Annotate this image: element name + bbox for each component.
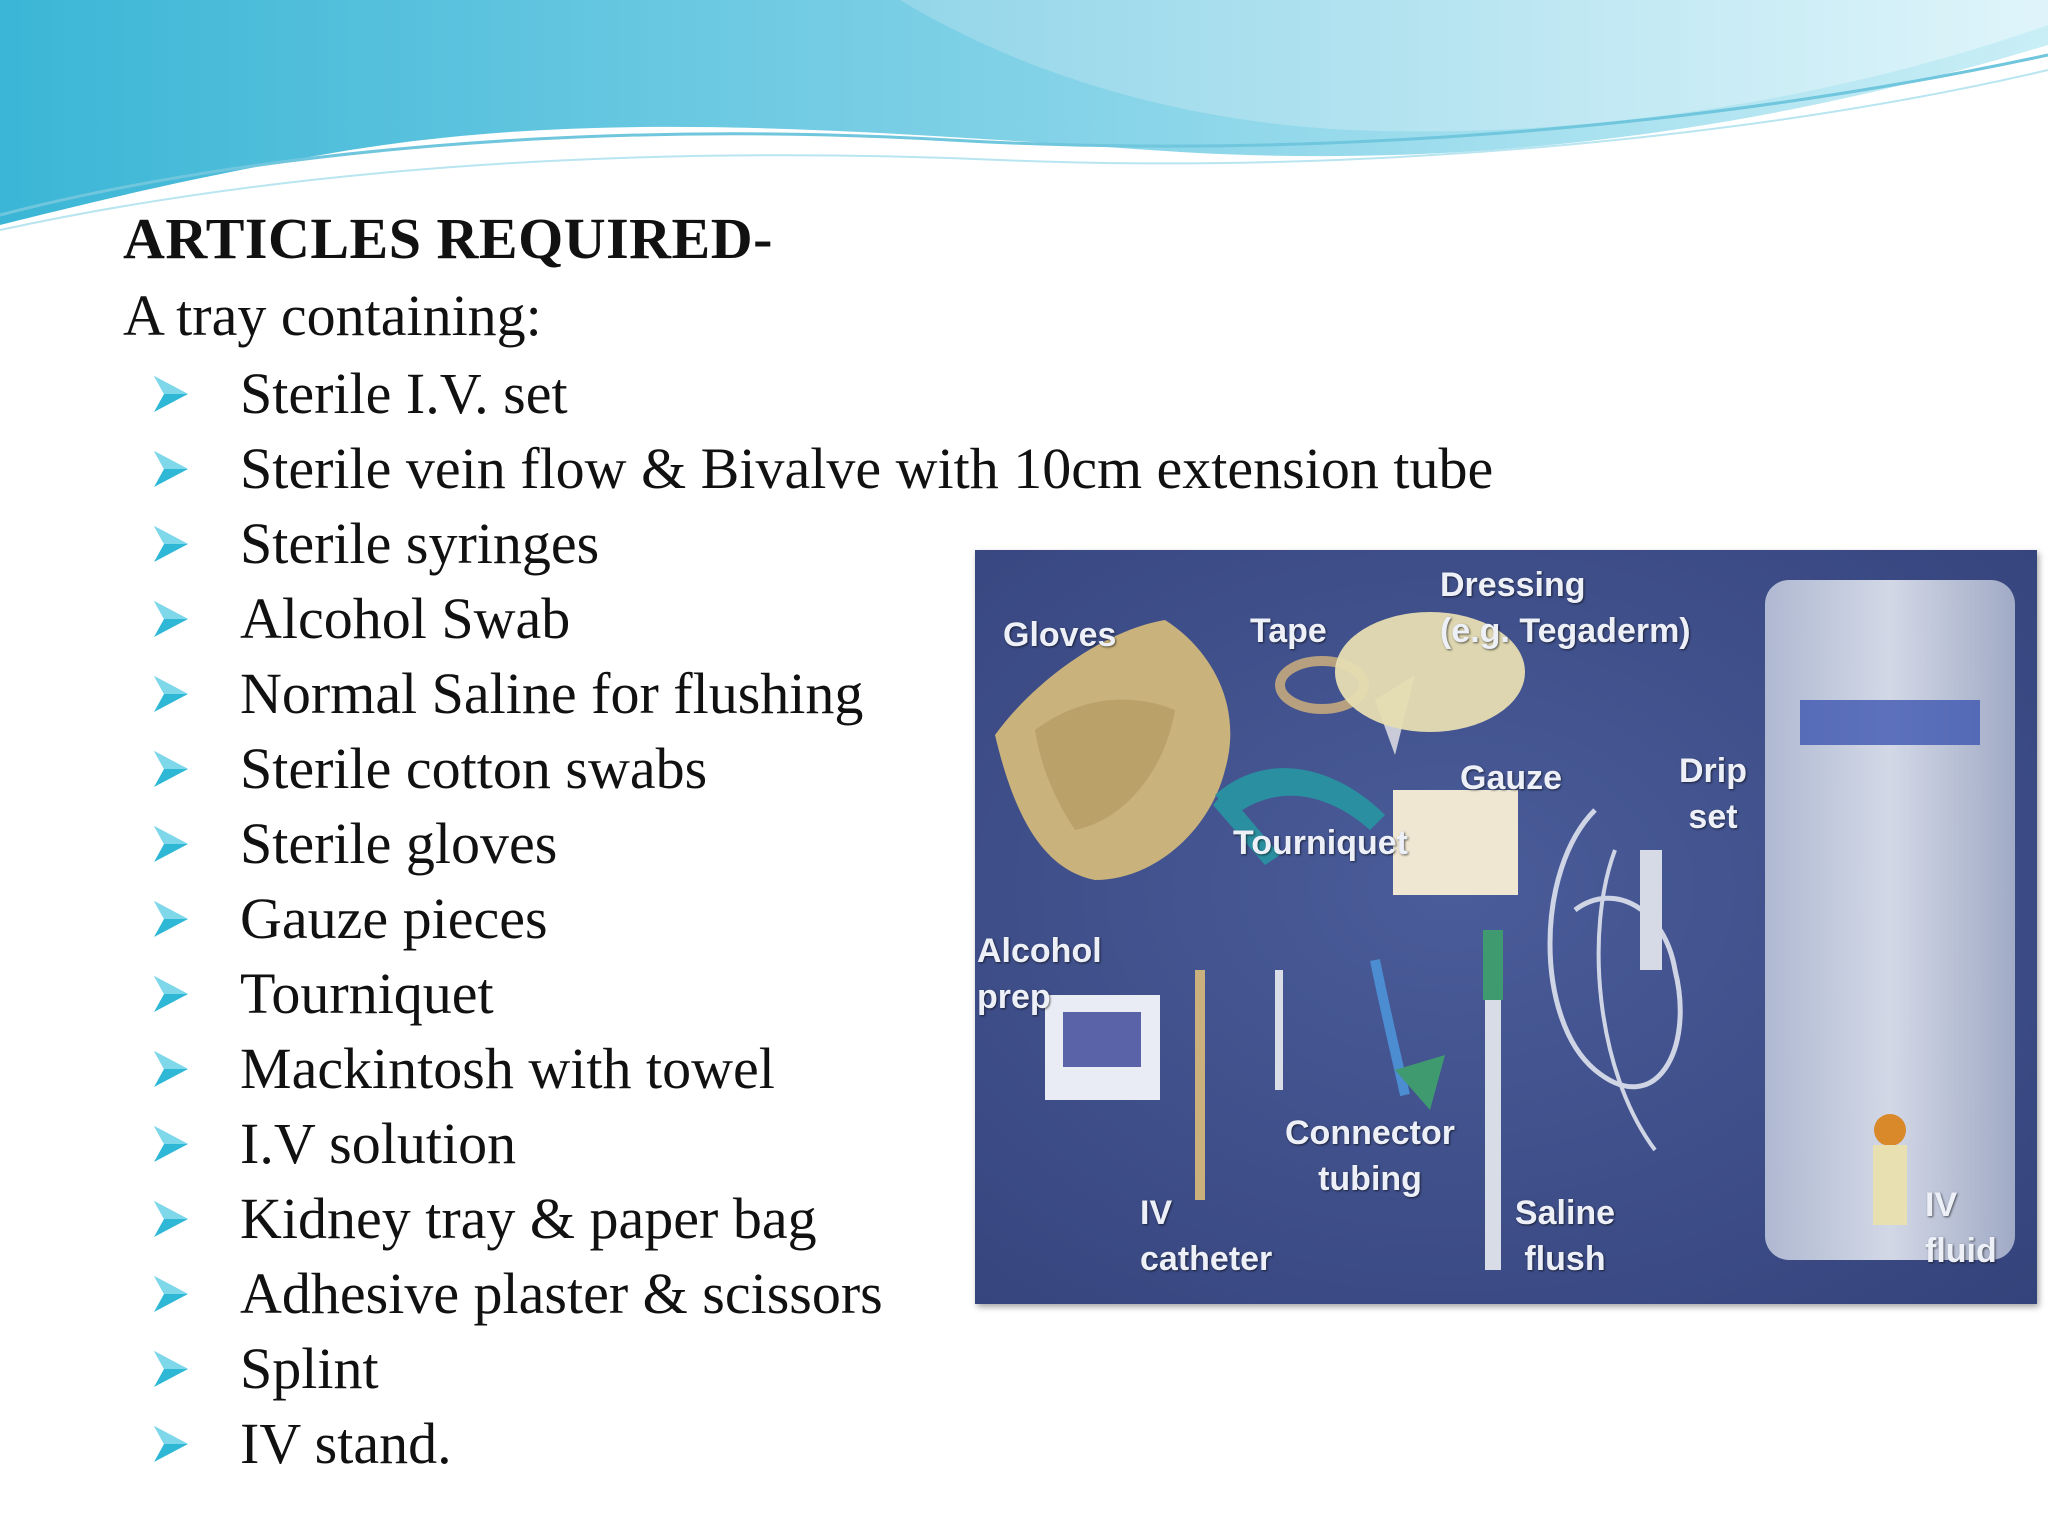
label-alcohol: Alcohol xyxy=(977,932,1102,970)
list-item-text: Tourniquet xyxy=(240,961,494,1026)
list-item-text: Alcohol Swab xyxy=(240,586,571,651)
arrow-bullet-icon xyxy=(150,1199,190,1239)
iv-supplies-photo xyxy=(975,550,2037,1304)
arrow-bullet-icon xyxy=(150,974,190,1014)
label-iv-fluid: IV xyxy=(1925,1186,1958,1224)
label-gloves: Gloves xyxy=(1003,616,1117,654)
arrow-bullet-icon xyxy=(150,1424,190,1464)
arrow-bullet-icon xyxy=(150,824,190,864)
label-iv-catheter-2: catheter xyxy=(1140,1240,1273,1278)
arrow-bullet-icon xyxy=(150,1049,190,1089)
header-wave-decoration xyxy=(0,0,2048,240)
list-item-text: Sterile vein flow & Bivalve with 10cm extension tube xyxy=(240,436,1494,501)
arrow-bullet-icon xyxy=(150,374,190,414)
list-item-text: Sterile gloves xyxy=(240,811,558,876)
arrow-bullet-icon xyxy=(150,1274,190,1314)
label-dressing: Dressing xyxy=(1440,566,1586,604)
list-item xyxy=(150,1406,1493,1481)
label-alcohol-prep: prep xyxy=(977,978,1051,1016)
list-item-text: Sterile I.V. set xyxy=(240,361,568,426)
label-saline-flush: flush xyxy=(1524,1240,1606,1278)
arrow-bullet-icon xyxy=(150,1349,190,1389)
list-item-text: I.V solution xyxy=(240,1111,517,1176)
slide-subheading: A tray containing: xyxy=(123,283,542,348)
arrow-bullet-icon xyxy=(150,1124,190,1164)
label-tape: Tape xyxy=(1250,612,1327,650)
label-gauze: Gauze xyxy=(1460,759,1563,797)
label-tourniquet: Tourniquet xyxy=(1233,824,1408,862)
list-item-text: Splint xyxy=(240,1336,379,1401)
label-drip: Drip xyxy=(1679,752,1747,790)
list-item-text: Kidney tray & paper bag xyxy=(240,1186,817,1251)
list-item-text: Normal Saline for flushing xyxy=(240,661,864,726)
arrow-bullet-icon xyxy=(150,899,190,939)
list-item-text: IV stand. xyxy=(240,1411,452,1476)
label-iv-catheter: IV xyxy=(1140,1194,1173,1232)
label-connector: Connector xyxy=(1285,1114,1455,1152)
list-item xyxy=(150,431,1493,506)
list-item-text: Gauze pieces xyxy=(240,886,548,951)
list-item-text: Adhesive plaster & scissors xyxy=(240,1261,883,1326)
list-item xyxy=(150,1331,1493,1406)
list-item xyxy=(150,356,1493,431)
arrow-bullet-icon xyxy=(150,599,190,639)
label-dressing-example: (e.g. Tegaderm) xyxy=(1440,612,1691,650)
label-saline: Saline xyxy=(1514,1194,1616,1232)
slide-heading: ARTICLES REQUIRED- xyxy=(123,206,773,271)
list-item-text: Mackintosh with towel xyxy=(240,1036,775,1101)
label-connector-tubing: tubing xyxy=(1318,1160,1422,1198)
arrow-bullet-icon xyxy=(150,674,190,714)
label-drip-set: set xyxy=(1688,798,1738,836)
list-item-text: Sterile syringes xyxy=(240,511,600,576)
arrow-bullet-icon xyxy=(150,524,190,564)
list-item-text: Sterile cotton swabs xyxy=(240,736,708,801)
arrow-bullet-icon xyxy=(150,749,190,789)
label-iv-fluid-2: fluid xyxy=(1925,1232,1997,1270)
arrow-bullet-icon xyxy=(150,449,190,489)
